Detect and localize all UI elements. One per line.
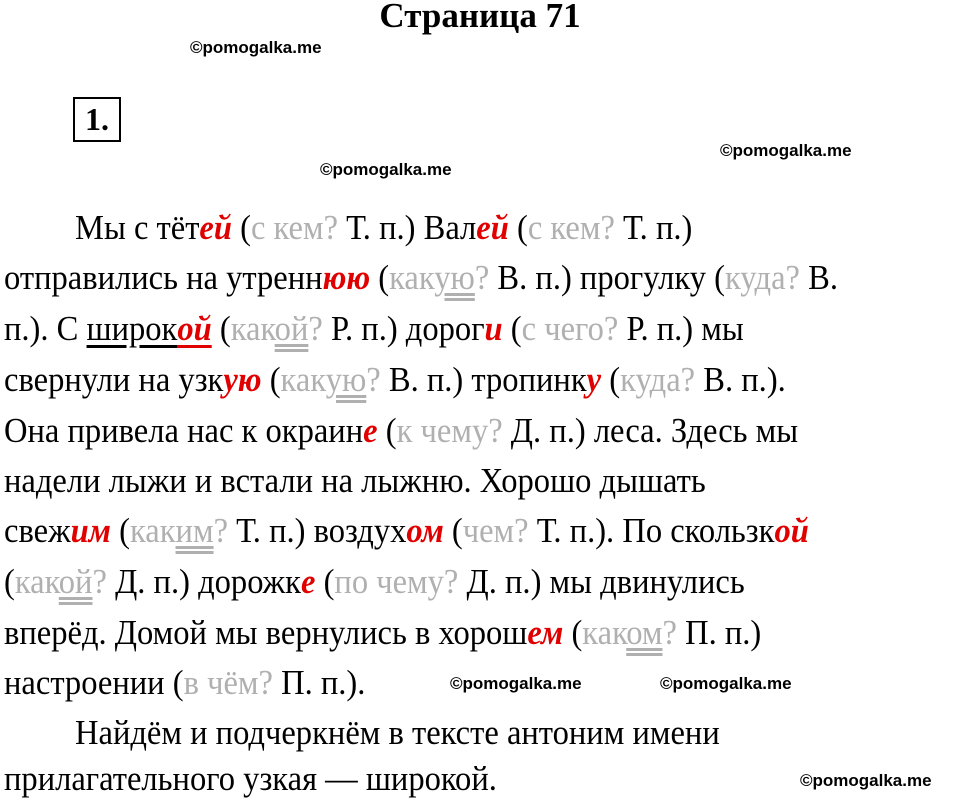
text-line [4, 309, 744, 349]
text-segment: Мы с тёт [75, 208, 200, 247]
text-segment: ( [370, 258, 390, 297]
text-line [4, 663, 365, 703]
text-segment: ( [261, 360, 281, 399]
page-title: Страница 71 [379, 0, 581, 35]
text-segment: ( [211, 309, 231, 348]
case-question: к чему? [396, 411, 503, 450]
text-line [4, 562, 745, 602]
text-line [4, 461, 706, 501]
text-line [75, 208, 692, 248]
text-segment: п.). С [4, 309, 87, 348]
case-question: как [129, 511, 176, 550]
text-segment: Д. п.) дорожк [106, 562, 301, 601]
text-segment: Р. п.) мы [618, 309, 744, 348]
ending-highlight: е [300, 562, 316, 601]
case-question: ую [325, 360, 367, 399]
case-question: куда? [724, 258, 800, 297]
ending-highlight: ей [199, 208, 232, 247]
case-question: ? [366, 360, 381, 399]
task-number-box: 1. [73, 97, 121, 142]
watermark: ©pomogalka.me [320, 160, 452, 179]
text-segment: широк [86, 309, 178, 348]
case-question: ом [626, 613, 663, 652]
text-segment: В. п.) прогулку ( [489, 258, 725, 297]
text-line [4, 759, 497, 799]
case-question: по чему? [334, 562, 459, 601]
case-question: как [280, 360, 326, 399]
case-question: куда? [620, 360, 696, 399]
text-segment: свернули на узк [4, 360, 224, 399]
text-line [4, 411, 798, 451]
text-segment: П. п.) [676, 613, 762, 652]
text-segment: вперёд. Домой мы вернулись в хорош [4, 613, 528, 652]
text-segment: Р. п.) дорог [322, 309, 485, 348]
case-question: с кем? [250, 208, 339, 247]
ending-highlight: ом [406, 511, 444, 550]
case-question: ? [92, 562, 107, 601]
ending-highlight: у [586, 360, 602, 399]
watermark: ©pomogalka.me [450, 674, 582, 693]
text-segment: отправились на утренн [4, 258, 323, 297]
text-segment: настроении ( [4, 663, 184, 702]
text-segment: Д. п.) мы двинулись [458, 562, 745, 601]
ending-highlight: и [484, 309, 503, 348]
text-segment: В. п.) тропинк [380, 360, 587, 399]
ending-highlight: им [70, 511, 111, 550]
text-segment: ( [315, 562, 335, 601]
case-question: ? [308, 309, 323, 348]
text-line [75, 713, 720, 753]
watermark: ©pomogalka.me [190, 38, 322, 57]
text-segment: ( [601, 360, 621, 399]
text-line [4, 360, 786, 400]
ending-highlight: ем [527, 613, 564, 652]
text-segment: свеж [4, 511, 71, 550]
case-question: с кем? [527, 208, 615, 247]
watermark: ©pomogalka.me [800, 771, 932, 790]
text-segment: ( [4, 562, 15, 601]
text-line [4, 258, 838, 298]
case-question: им [175, 511, 214, 550]
case-question: ? [213, 511, 229, 550]
text-line [4, 511, 809, 551]
text-segment: ( [377, 411, 397, 450]
case-question: в чём? [183, 663, 273, 702]
text-segment: надели лыжи и встали на лыжню. Хорошо дышать [4, 461, 706, 500]
text-segment: ( [502, 309, 522, 348]
text-segment: Найдём и подчеркнём в тексте антоним имени [75, 713, 720, 752]
case-question: ? [474, 258, 490, 297]
text-segment: Т. п.) [614, 208, 693, 247]
text-segment: ( [110, 511, 130, 550]
text-segment: Она привела нас к окраин [4, 411, 364, 450]
case-question: с чего? [521, 309, 619, 348]
ending-highlight: ую [223, 360, 262, 399]
text-segment: В. [799, 258, 838, 297]
watermark: ©pomogalka.me [660, 674, 792, 693]
ending-highlight: ой [774, 511, 809, 550]
case-question: ую [434, 258, 475, 297]
ending-highlight: е [363, 411, 378, 450]
text-segment: П. п.). [272, 663, 366, 702]
case-question: ой [274, 309, 309, 348]
text-segment: Т. п.) Вал [338, 208, 477, 247]
case-question: чем? [462, 511, 529, 550]
case-question: как [14, 562, 59, 601]
ending-highlight: ой [177, 309, 212, 348]
text-segment: прилагательного узкая — широкой. [4, 759, 497, 798]
ending-highlight: юю [322, 258, 371, 297]
text-segment: ( [563, 613, 583, 652]
case-question: ой [58, 562, 93, 601]
text-segment: ( [508, 208, 528, 247]
text-segment: ( [443, 511, 463, 550]
case-question: как [230, 309, 275, 348]
text-segment: Т. п.) воздух [228, 511, 407, 550]
ending-highlight: ей [476, 208, 509, 247]
case-question: как [582, 613, 627, 652]
case-question: как [389, 258, 435, 297]
case-question: ? [662, 613, 677, 652]
text-segment: Т. п.). По скользк [528, 511, 775, 550]
text-segment: ( [231, 208, 251, 247]
text-line [4, 613, 761, 653]
text-segment: Д. п.) леса. Здесь мы [502, 411, 799, 450]
watermark: ©pomogalka.me [720, 141, 852, 160]
text-segment: В. п.). [695, 360, 786, 399]
